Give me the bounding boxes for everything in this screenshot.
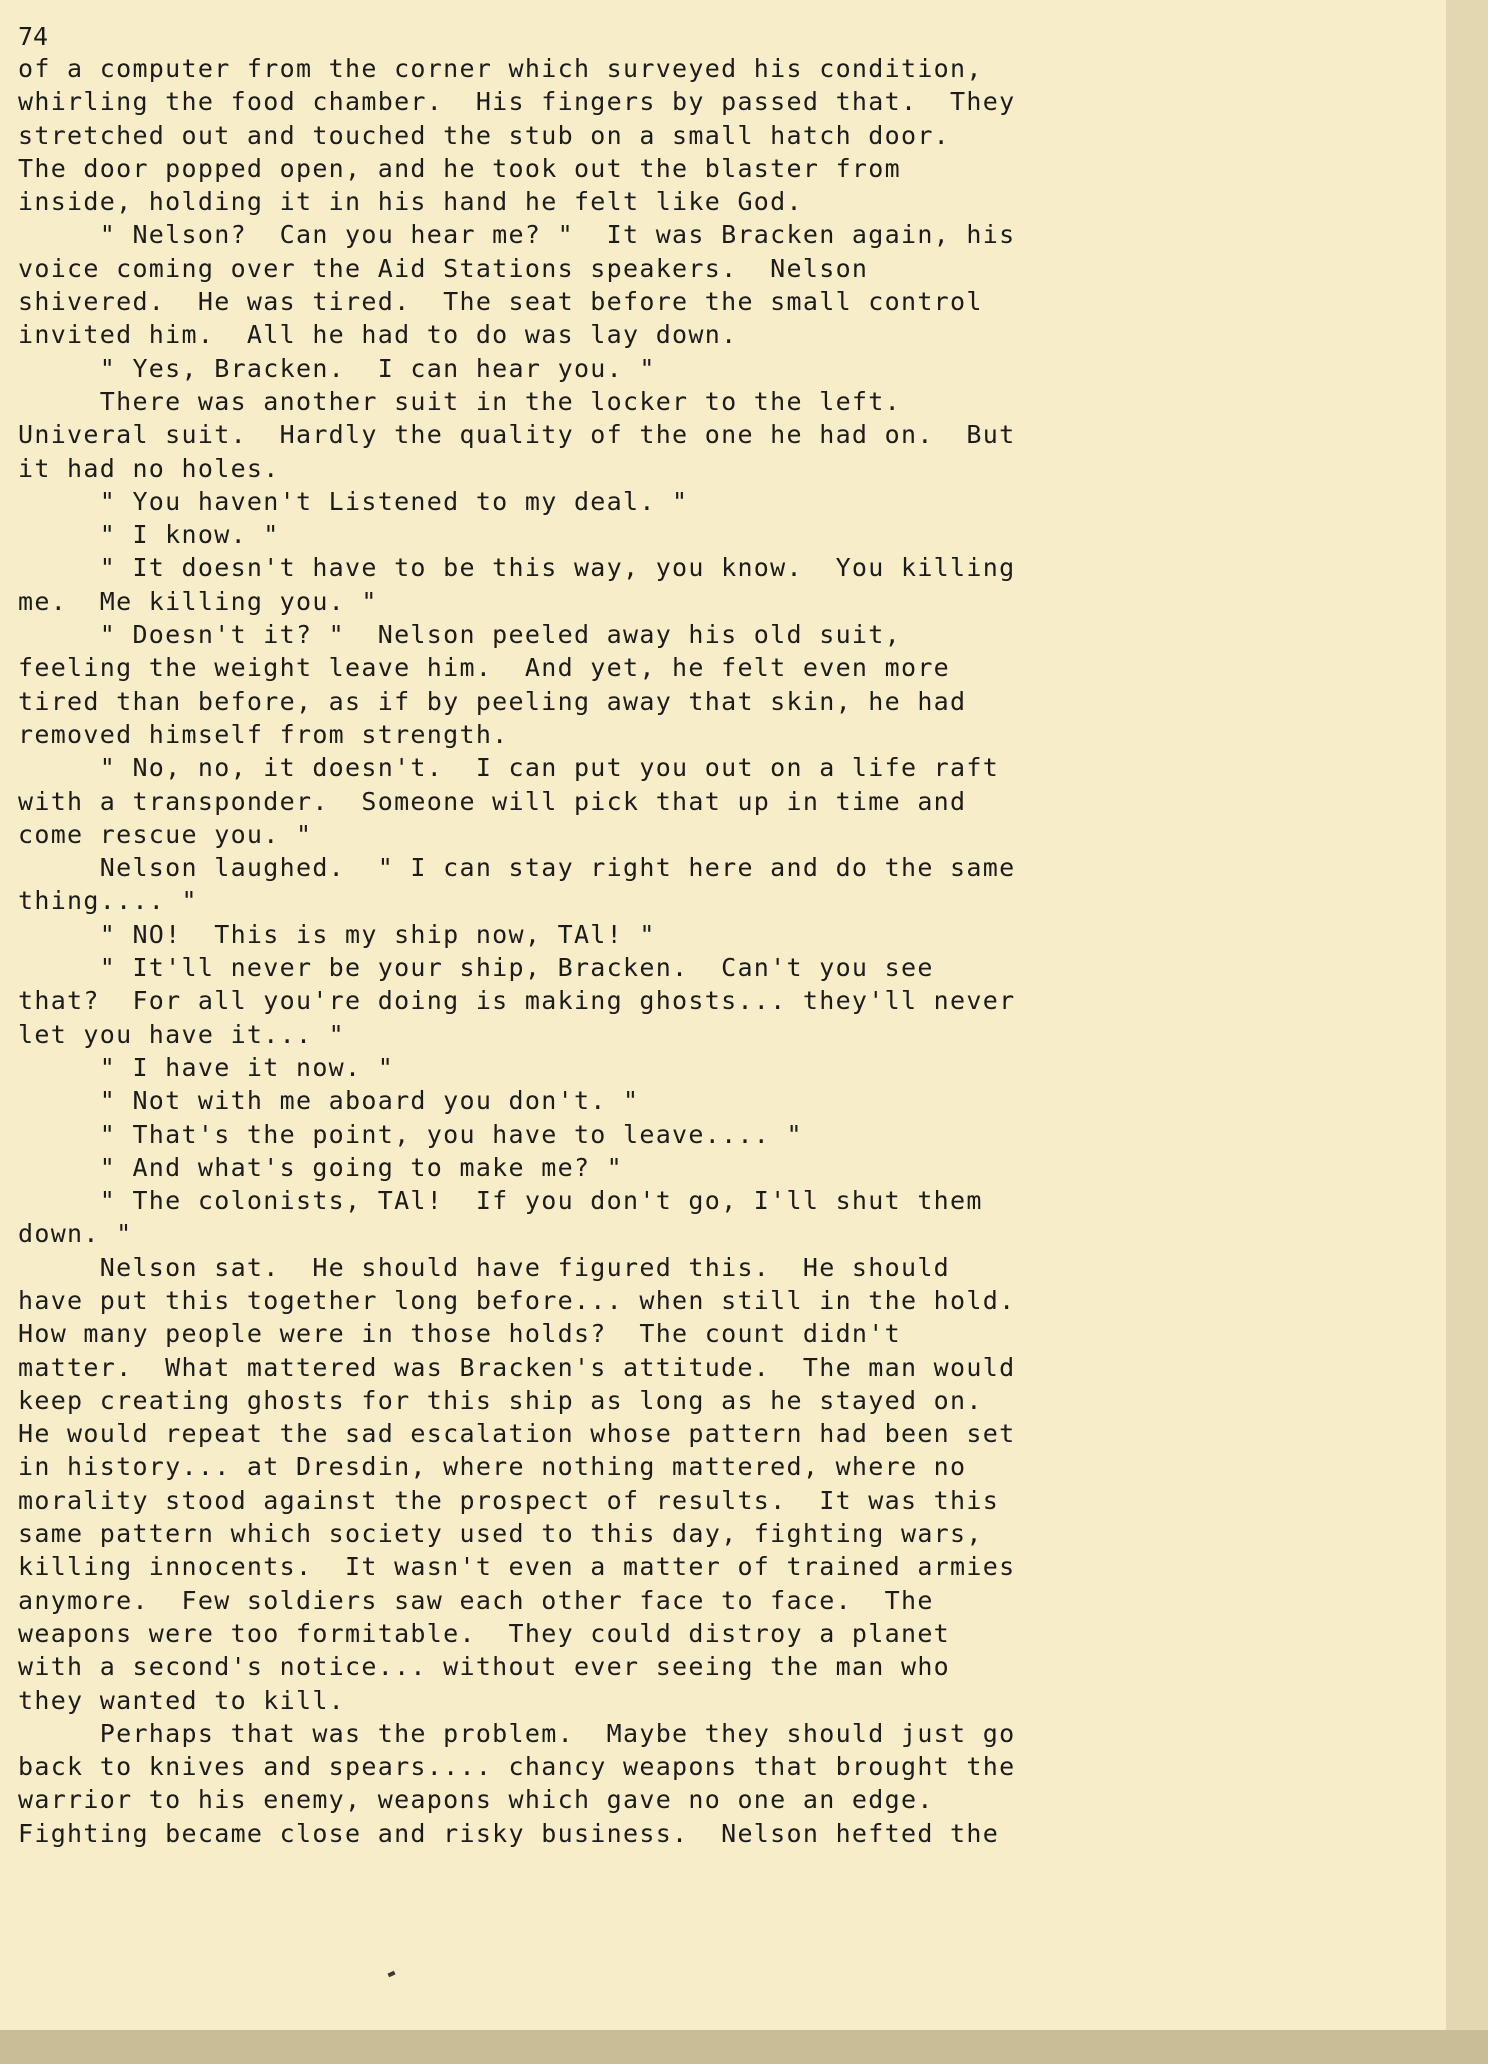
text-line: inside, holding it in his hand he felt like God. bbox=[18, 187, 803, 217]
text-line: anymore. Few soldiers saw each other face to face. The bbox=[18, 1585, 934, 1615]
text-line: matter. What mattered was Bracken's attitude. The man would bbox=[18, 1352, 1016, 1382]
text-line: with a transponder. Someone will pick that up in time and bbox=[18, 786, 967, 816]
text-line: feeling the weight leave him. And yet, he felt even more bbox=[18, 653, 951, 683]
text-line: morality stood against the prospect of results. It was this bbox=[18, 1485, 1000, 1515]
text-line: " NO! This is my ship now, TAl! " bbox=[18, 919, 656, 949]
text-line: thing.... " bbox=[18, 886, 198, 916]
text-line: shivered. He was tired. The seat before the small control bbox=[18, 287, 983, 317]
text-line: come rescue you. " bbox=[18, 819, 313, 849]
text-line: that? For all you're doing is making ghosts... they'll never bbox=[18, 986, 1016, 1016]
text-line: " It doesn't have to be this way, you know. You killing bbox=[18, 553, 1016, 583]
text-line: There was another suit in the locker to the left. bbox=[18, 386, 901, 416]
text-line: voice coming over the Aid Stations speakers. Nelson bbox=[18, 253, 869, 283]
text-line: How many people were in those holds? The count didn't bbox=[18, 1319, 901, 1349]
text-line: Univeral suit. Hardly the quality of the one he had on. But bbox=[18, 420, 1016, 450]
pen-mark bbox=[387, 1971, 395, 1978]
text-line: " Yes, Bracken. I can hear you. " bbox=[18, 353, 656, 383]
text-line: down. " bbox=[18, 1219, 133, 1249]
text-line: invited him. All he had to do was lay down. bbox=[18, 320, 738, 350]
text-line: they wanted to kill. bbox=[18, 1685, 346, 1715]
page-number: 74 bbox=[18, 22, 49, 51]
text-line: " And what's going to make me? " bbox=[18, 1152, 623, 1182]
text-line: me. Me killing you. " bbox=[18, 586, 378, 616]
text-line: in history... at Dresdin, where nothing mattered, where no bbox=[18, 1452, 967, 1482]
text-line: stretched out and touched the stub on a small hatch door. bbox=[18, 120, 951, 150]
text-line: let you have it... " bbox=[18, 1019, 346, 1049]
text-line: Perhaps that was the problem. Maybe they should just go bbox=[18, 1718, 1016, 1748]
text-line: He would repeat the sad escalation whose pattern had been set bbox=[18, 1419, 1016, 1449]
text-line: killing innocents. It wasn't even a matter of trained armies bbox=[18, 1552, 1016, 1582]
text-line: warrior to his enemy, weapons which gave no one an edge. bbox=[18, 1785, 934, 1815]
text-line: " Doesn't it? " Nelson peeled away his old suit, bbox=[18, 620, 901, 650]
text-line: " Nelson? Can you hear me? " It was Bracken again, his bbox=[18, 220, 1016, 250]
text-line: " It'll never be your ship, Bracken. Can't you see bbox=[18, 953, 934, 983]
text-line: Nelson laughed. " I can stay right here and do the same bbox=[18, 853, 1016, 883]
text-line: weapons were too formitable. They could distroy a planet bbox=[18, 1618, 951, 1648]
text-line: " You haven't Listened to my deal. " bbox=[18, 486, 689, 516]
text-line: whirling the food chamber. His fingers by passed that. They bbox=[18, 87, 1016, 117]
text-line: " Not with me aboard you don't. " bbox=[18, 1086, 640, 1116]
text-line: tired than before, as if by peeling away that skin, he had bbox=[18, 686, 967, 716]
text-line: same pattern which society used to this day, fighting wars, bbox=[18, 1519, 983, 1549]
text-line: " I have it now. " bbox=[18, 1052, 395, 1082]
text-line: back to knives and spears.... chancy weapons that brought the bbox=[18, 1752, 1016, 1782]
text-line: keep creating ghosts for this ship as long as he stayed on. bbox=[18, 1385, 983, 1415]
text-line: Nelson sat. He should have figured this. He should bbox=[18, 1252, 951, 1282]
text-line: have put this together long before... when still in the hold. bbox=[18, 1285, 1016, 1315]
text-line: " That's the point, you have to leave.... " bbox=[18, 1119, 803, 1149]
text-line: of a computer from the corner which surveyed his condition, bbox=[18, 54, 983, 83]
text-line: it had no holes. bbox=[18, 453, 280, 483]
text-line: removed himself from strength. bbox=[18, 719, 509, 749]
text-line: " The colonists, TAl! If you don't go, I'll shut them bbox=[18, 1186, 983, 1216]
body-text bbox=[18, 52, 1238, 1850]
text-line: Fighting became close and risky business. Nelson hefted the bbox=[18, 1818, 1000, 1848]
page-bottom-shadow bbox=[0, 2030, 1488, 2064]
text-line: The door popped open, and he took out the blaster from bbox=[18, 153, 901, 183]
page-edge-shade bbox=[1446, 0, 1488, 2064]
text-line: " No, no, it doesn't. I can put you out on a life raft bbox=[18, 753, 1000, 783]
text-line: with a second's notice... without ever seeing the man who bbox=[18, 1652, 951, 1682]
text-line: " I know. " bbox=[18, 520, 280, 550]
